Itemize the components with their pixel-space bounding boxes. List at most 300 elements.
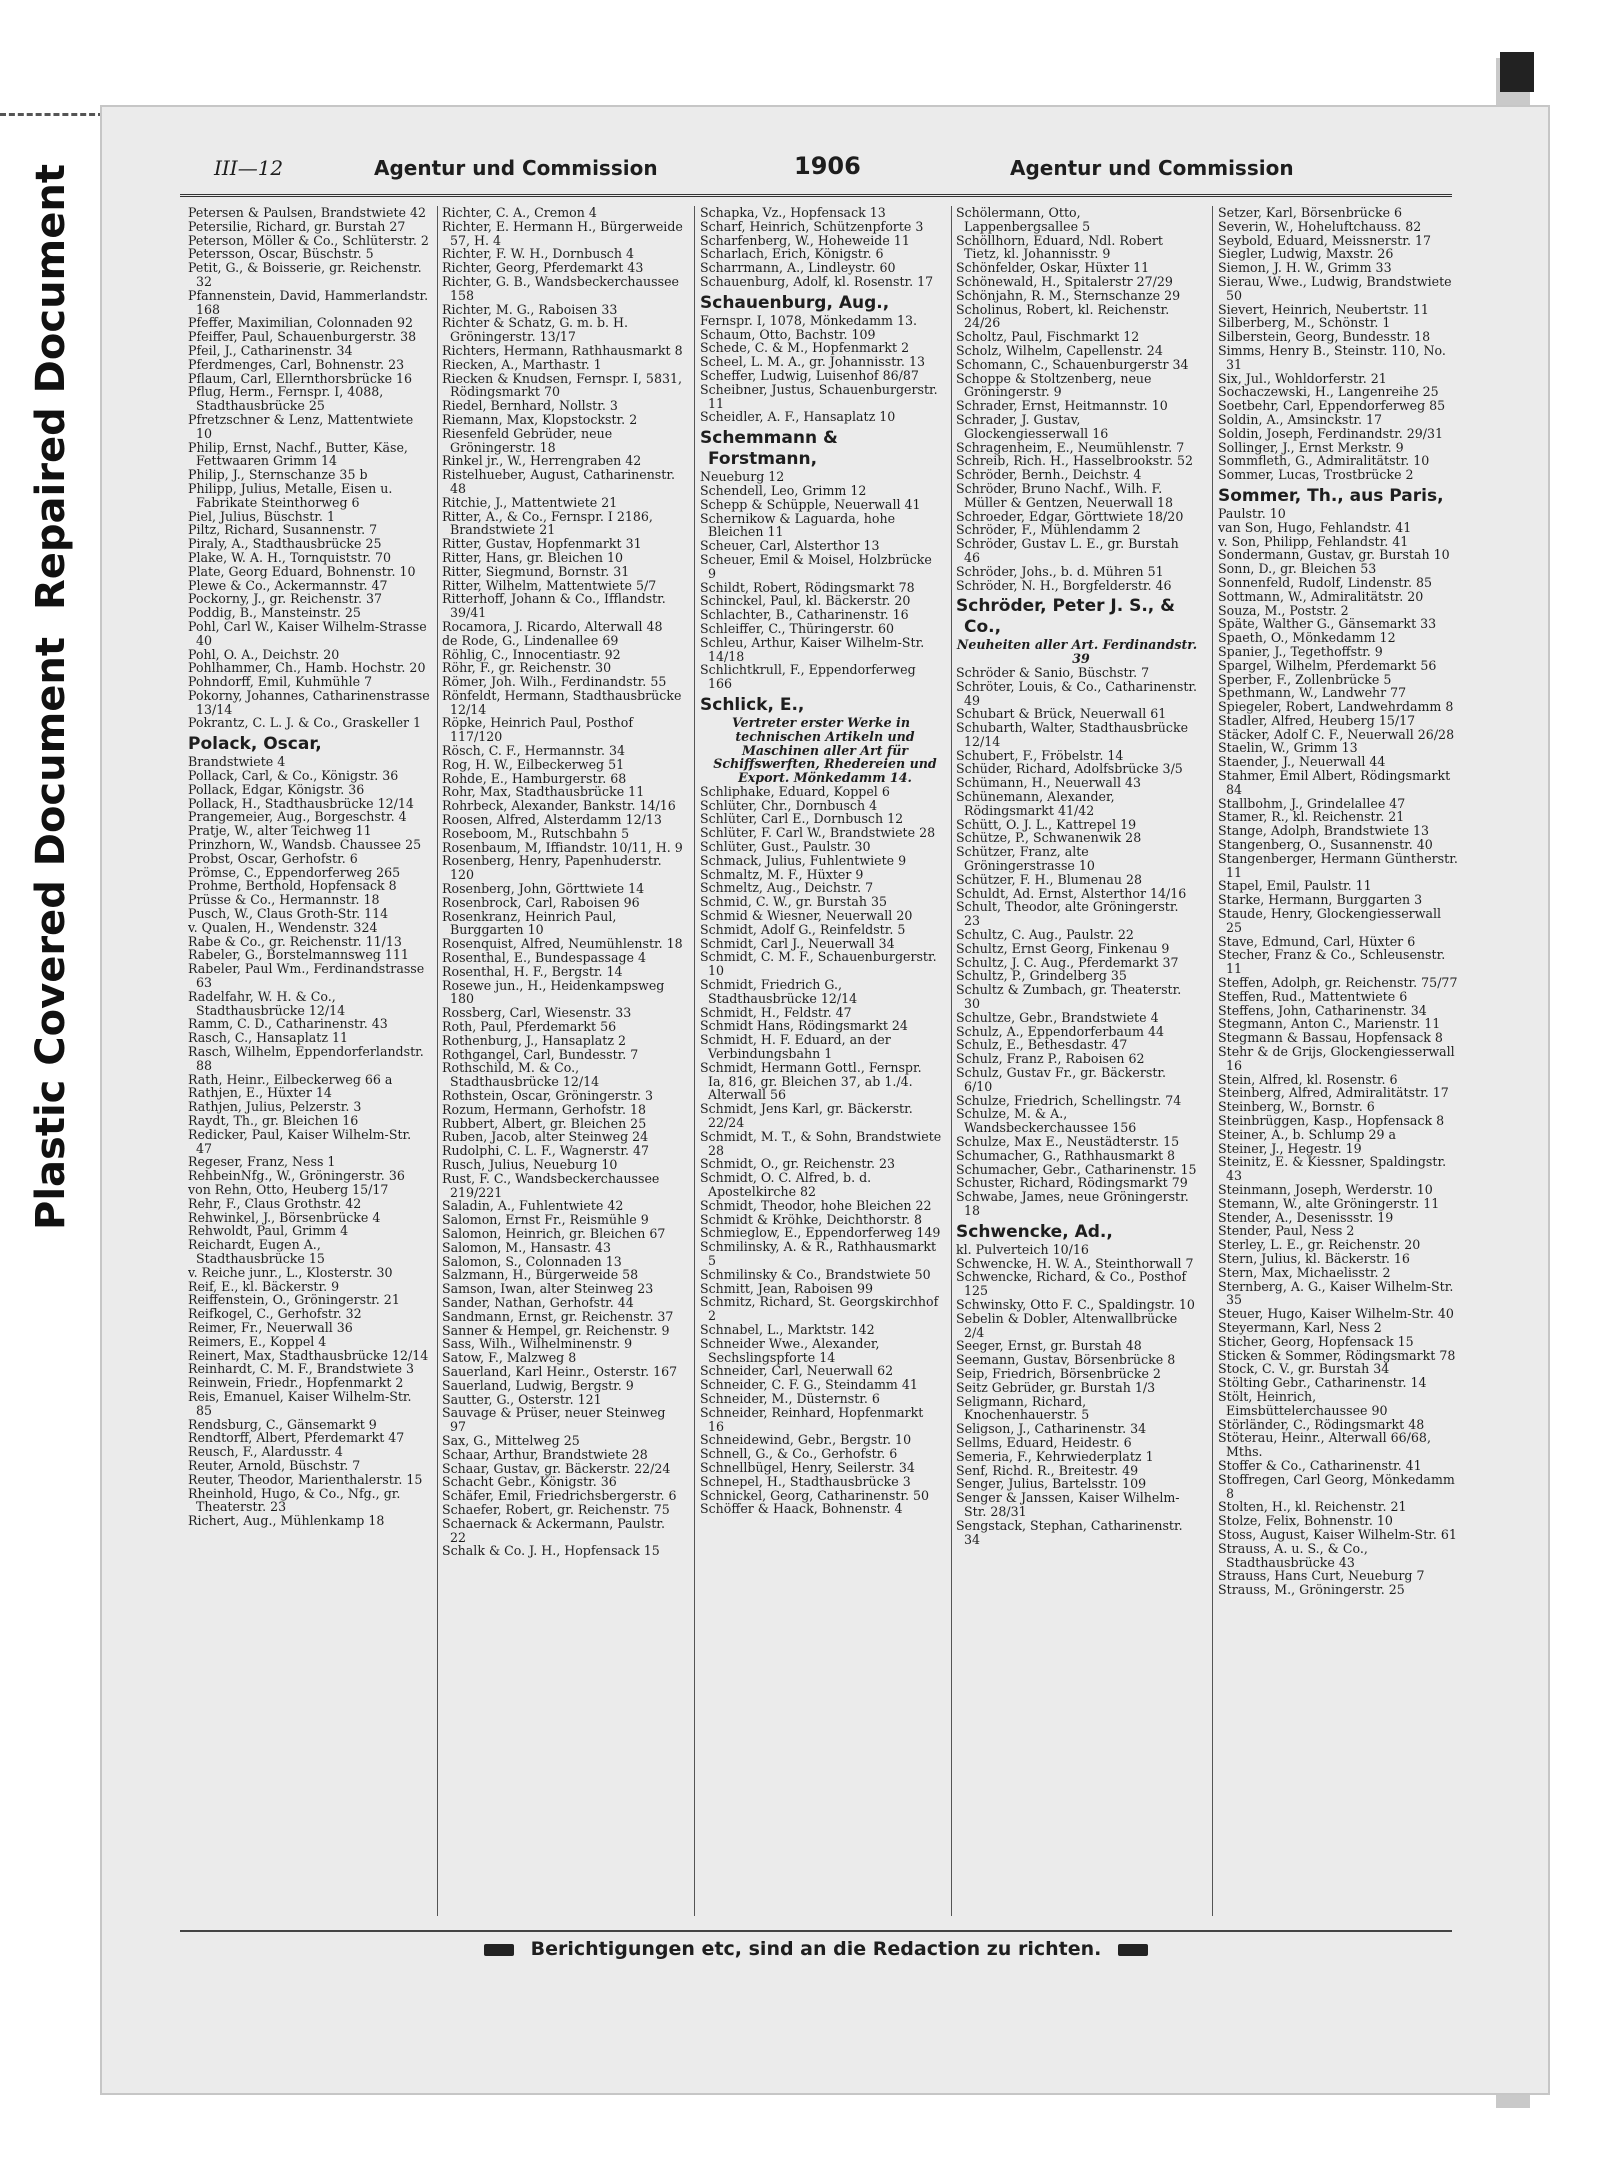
directory-entry: Plewe & Co., Ackermannstr. 47 [188,577,388,593]
directory-entry: Reis, Emanuel, Kaiser Wilhelm-Str. 85 [188,1388,412,1418]
directory-entry: Sierau, Wwe., Ludwig, Brandstwiete 50 [1218,273,1452,303]
directory-entry: Sellms, Eduard, Heidestr. 6 [956,1434,1132,1450]
directory-entry: Fernspr. I, 1078, Mönkedamm 13. [700,312,917,328]
directory-entry: Rocamora, J. Ricardo, Alterwall 48 [442,618,663,634]
firm-advertisement: Neuheiten aller Art. Ferdinandstr. 39 [956,637,1198,667]
directory-entry: Rabe & Co., gr. Reichenstr. 11/13 [188,933,402,949]
directory-entry: Schmilinsky, A. & R., Rathhausmarkt 5 [700,1239,937,1268]
directory-column-4 [956,206,1198,1916]
directory-entry: Rothschild, M. & Co., Stadthausbrücke 12/14 [442,1060,600,1090]
header-left-title: Agentur und Commission [374,156,658,180]
firm-heading: Schemmann & Forstmann, [700,428,838,470]
directory-entry: Pfretzschner & Lenz, Mattentwiete 10 [188,411,414,441]
directory-entry: Samson, Iwan, alter Steinweg 23 [442,1281,654,1297]
column-separator [1212,206,1213,1916]
directory-entry: Schulz, Gustav Fr., gr. Bäckerstr. 6/10 [956,1065,1167,1094]
directory-entry: Schmidt, Carl J., Neuerwall 34 [700,935,895,951]
directory-entry: Petersilie, Richard, gr. Burstah 27 [188,218,406,234]
directory-entry: Schröder & Sanio, Büschstr. 7 [956,664,1150,680]
directory-entry: Steinberg, W., Bornstr. 6 [1218,1099,1375,1115]
directory-entry: Schmidt & Kröhke, Deichthorstr. 8 [700,1211,923,1227]
directory-entry: Roosen, Alfred, Alsterdamm 12/13 [442,812,662,828]
directory-entry: Sievert, Heinrich, Neubertstr. 11 [1218,301,1429,317]
directory-entry: Rossberg, Carl, Wiesenstr. 33 [442,1005,632,1021]
directory-entry: Schinckel, Paul, kl. Bäckerstr. 20 [700,593,911,609]
directory-entry: Riecken & Knudsen, Fernspr. I, 5831, Rödingsmarkt 70 [442,370,682,400]
directory-entry: Schümann, H., Neuerwall 43 [956,775,1142,791]
directory-entry: Rosenberg, Henry, Papenhuderstr. 120 [442,853,662,883]
directory-entry: Rösch, C. F., Hermannstr. 34 [442,743,625,759]
directory-entry: Schmidt, M. T., & Sohn, Brandstwiete 28 [700,1128,942,1158]
directory-entry: Rohde, E., Hamburgerstr. 68 [442,770,627,786]
directory-entry: Schleiffer, C., Thüringerstr. 60 [700,620,895,636]
directory-entry: Stein, Alfred, kl. Rosenstr. 6 [1218,1071,1398,1087]
directory-entry: Schneidewind, Gebr., Bergstr. 10 [700,1432,912,1448]
directory-entry: Stender, Paul, Ness 2 [1218,1223,1355,1239]
directory-entry: Schützer, Franz, alte Gröningerstrasse 10 [956,844,1095,874]
directory-entry: Souza, M., Poststr. 2 [1218,602,1349,618]
directory-entry: Stapel, Emil, Paulstr. 11 [1218,878,1372,894]
directory-entry: Strauss, M., Gröningerstr. 25 [1218,1582,1405,1598]
directory-column-3 [700,206,942,1916]
directory-entry: Roseboom, M., Rutschbahn 5 [442,825,630,841]
directory-entry: Sondermann, Gustav, gr. Burstah 10 [1218,547,1450,563]
directory-entry: Stölt, Heinrich, Eimsbüttelerchaussee 90 [1218,1388,1388,1418]
directory-entry: Spaeth, O., Mönkedamm 12 [1218,630,1396,646]
directory-entry: Schüder, Richard, Adolfsbrücke 3/5 [956,761,1183,777]
directory-entry: Senger & Janssen, Kaiser Wilhelm-Str. 28/31 [956,1490,1180,1519]
directory-entry: Scheibner, Justus, Schauenburgerstr. 11 [700,381,938,411]
directory-entry: Schnellbügel, Henry, Seilerstr. 34 [700,1459,915,1475]
directory-entry: Prüsse & Co., Hermannstr. 18 [188,892,380,908]
directory-entry: Schütze, P., Schwanenwik 28 [956,830,1142,846]
directory-entry: Schmidt, Hermann Gottl., Fernspr. Ia, 816, gr. Bleichen 37, ab 1./4. Alterwall 56 [700,1059,922,1103]
directory-entry: Schmaltz, M. F., Hüxter 9 [700,866,864,882]
directory-entry: Schäfer, Emil, Friedrichsbergerstr. 6 [442,1488,677,1504]
directory-entry: Schmidt, Friedrich G., Stadthausbrücke 12/14 [700,977,858,1006]
directory-entry: Pokorny, Johannes, Catharinenstrasse 13/14 [188,687,430,717]
directory-entry: Salzmann, H., Bürgerweide 58 [442,1267,639,1283]
directory-entry: Reimers, E., Koppel 4 [188,1333,327,1349]
directory-entry: Schede, C. & M., Hopfenmarkt 2 [700,340,910,356]
directory-entry: Pfeil, J., Catharinenstr. 34 [188,342,353,358]
directory-entry: Schöffer & Haack, Bohnenstr. 4 [700,1501,903,1517]
directory-entry: Sommfleth, G., Admiralitätstr. 10 [1218,453,1430,469]
directory-entry: Soldin, Joseph, Ferdinandstr. 29/31 [1218,425,1444,441]
directory-entry: Sanner & Hempel, gr. Reichenstr. 9 [442,1322,670,1338]
directory-entry: Schützer, F. H., Blumenau 28 [956,871,1143,887]
directory-entry: Pratje, W., alter Teichweg 11 [188,823,372,839]
directory-entry: Richter, C. A., Cremon 4 [442,206,597,220]
directory-entry: van Son, Hugo, Fehlandstr. 41 [1218,519,1412,535]
directory-entry: Schmack, Julius, Fuhlentwiete 9 [700,852,907,868]
directory-entry: Pokrantz, C. L. J. & Co., Graskeller 1 [188,715,422,731]
document-stamp [0,130,98,1250]
directory-entry: Reinhardt, C. M. F., Brandstwiete 3 [188,1361,414,1377]
directory-entry: Reusch, F., Alardusstr. 4 [188,1444,343,1460]
directory-entry: Richter, F. W. H., Dornbusch 4 [442,246,634,262]
directory-entry: RehbeinNfg., W., Gröningerstr. 36 [188,1168,405,1184]
directory-entry: Schmidt, H. F. Eduard, an der Verbindungsbahn 1 [700,1032,891,1062]
directory-entry: Schultz, C. Aug., Paulstr. 22 [956,927,1134,943]
directory-entry: Schaum, Otto, Bachstr. 109 [700,326,876,342]
directory-entry: Sottmann, W., Admiralitätstr. 20 [1218,588,1424,604]
directory-entry: v. Son, Philipp, Fehlandstr. 41 [1218,533,1409,549]
directory-entry: Philipp, Julius, Metalle, Eisen u. Fabrikate Steinthorweg 6 [188,480,393,510]
directory-entry: Sommer, Lucas, Trostbrücke 2 [1218,467,1414,483]
directory-entry: Schendell, Leo, Grimm 12 [700,482,867,498]
directory-entry: Rohrbeck, Alexander, Bankstr. 14/16 [442,798,676,814]
directory-entry: Petersen & Paulsen, Brandstwiete 42 [188,206,427,220]
directory-entry: Salomon, M., Hansastr. 43 [442,1239,612,1255]
directory-entry: Pollack, Carl, & Co., Königstr. 36 [188,768,399,784]
directory-entry: Pohndorff, Emil, Kuhmühle 7 [188,674,373,690]
pointing-hand-right-icon [1118,1944,1148,1956]
directory-entry: Schultz, J. C. Aug., Pferdemarkt 37 [956,954,1179,970]
directory-entry: Stave, Edmund, Carl, Hüxter 6 [1218,933,1416,949]
directory-entry: Staelin, W., Grimm 13 [1218,740,1358,756]
directory-entry: Schrader, Ernst, Heitmannstr. 10 [956,398,1168,414]
directory-entry: Stoffregen, Carl Georg, Mönkedamm 8 [1218,1471,1455,1501]
directory-entry: Schaar, Arthur, Brandstwiete 28 [442,1446,648,1462]
directory-entry: Richter, M. G., Raboisen 33 [442,301,618,317]
column-separator [437,206,438,1916]
directory-entry: Piltz, Richard, Susannenstr. 7 [188,522,378,538]
directory-entry: Riecken, A., Marthastr. 1 [442,356,602,372]
directory-entry: Späte, Walther G., Gänsemarkt 33 [1218,616,1437,632]
directory-entry: Schmid & Wiesner, Neuerwall 20 [700,908,913,924]
directory-entry: Schrader, J. Gustav, Glockengiesserwall 16 [956,411,1109,441]
header-year: 1906 [794,152,861,180]
directory-entry: Scheidler, A. F., Hansaplatz 10 [700,409,896,425]
directory-column-2 [442,206,684,1916]
directory-entry: Sebelin & Dobler, Altenwallbrücke 2/4 [956,1310,1178,1340]
directory-entry: Schlüter, F. Carl W., Brandstwiete 28 [700,825,936,841]
directory-entry: Sticher, Georg, Hopfensack 15 [1218,1333,1414,1349]
directory-entry: Sperber, F., Zollenbrücke 5 [1218,671,1392,687]
directory-entry: Sax, G., Mittelweg 25 [442,1432,580,1448]
directory-entry: Störländer, C., Rödingsmarkt 48 [1218,1416,1425,1432]
directory-entry: Schubert, F., Fröbelstr. 14 [956,747,1124,763]
directory-entry: Steinberg, Alfred, Admiralitätstr. 17 [1218,1085,1449,1101]
directory-entry: Philip, J., Sternschanze 35 b [188,467,368,483]
directory-entry: Steffen, Rud., Mattentwiete 6 [1218,988,1408,1004]
directory-entry: Schoppe & Stoltzenberg, neue Gröningerstr. 9 [956,370,1152,400]
directory-entry: Schlüter, Carl E., Dornbusch 12 [700,811,904,827]
directory-entry: Schlichtkrull, F., Eppendorferweg 166 [700,662,916,692]
directory-entry: Steinitz, E. & Kiessner, Spaldingstr. 43 [1218,1154,1447,1184]
directory-entry: Petit, G., & Boisserie, gr. Reichenstr. 32 [188,260,422,289]
directory-entry: Sauvage & Prüser, neuer Steinweg 97 [442,1405,666,1435]
directory-entry: Schalk & Co. J. H., Hopfensack 15 [442,1543,660,1559]
directory-entry: Ritter, A., & Co., Fernspr. I 2186, Brandstwiete 21 [442,508,653,538]
directory-entry: Brandstwiete 4 [188,754,286,770]
directory-entry: Stadler, Alfred, Heuberg 15/17 [1218,712,1416,728]
directory-entry: Scheel, L. M. A., gr. Johannisstr. 13 [700,354,925,370]
directory-entry: Rosenthal, E., Bundespassage 4 [442,950,646,966]
directory-entry: Stern, Julius, kl. Bäckerstr. 16 [1218,1250,1410,1266]
directory-entry: Riesenfeld Gebrüder, neue Gröningerstr. 18 [442,425,613,455]
directory-column-1 [188,206,430,1916]
directory-entry: Rönfeldt, Hermann, Stadthausbrücke 12/14 [442,687,682,717]
directory-entry: Stamer, R., kl. Reichenstr. 21 [1218,809,1405,825]
directory-entry: Scholtz, Paul, Fischmarkt 12 [956,329,1140,345]
directory-entry: Reichardt, Eugen A., Stadthausbrücke 15 [188,1237,325,1266]
directory-entry: Spargel, Wilhelm, Pferdemarkt 56 [1218,657,1437,673]
directory-entry: Steinbrüggen, Kasp., Hopfensack 8 [1218,1113,1445,1128]
directory-entry: Schneider, Reinhard, Hopfenmarkt 16 [700,1404,924,1434]
directory-entry: Rothstein, Oscar, Gröningerstr. 3 [442,1088,653,1103]
directory-entry: Seitz Gebrüder, gr. Burstah 1/3 [956,1379,1156,1395]
directory-entry: Seeger, Ernst, gr. Burstah 48 [956,1338,1142,1354]
directory-entry: Schröder, Johs., b. d. Mühren 51 [956,563,1164,579]
directory-entry: Pohlhammer, Ch., Hamb. Hochstr. 20 [188,660,426,676]
directory-entry: Reuter, Arnold, Büschstr. 7 [188,1457,361,1473]
directory-entry: Rosewe jun., H., Heidenkampsweg 180 [442,977,665,1007]
directory-entry: Seemann, Gustav, Börsenbrücke 8 [956,1352,1176,1368]
directory-entry: Schwinsky, Otto F. C., Spaldingstr. 10 [956,1296,1195,1312]
directory-entry: Senger, Julius, Bartelsstr. 109 [956,1476,1147,1492]
directory-entry: Röhlig, C., Innocentiastr. 92 [442,646,621,662]
directory-entry: Riemann, Max, Klopstockstr. 2 [442,411,638,427]
directory-entry: Stock, C. V., gr. Burstah 34 [1218,1361,1390,1377]
directory-entry: Riedel, Bernhard, Nollstr. 3 [442,398,618,414]
directory-entry: Senf, Richd. R., Breitestr. 49 [956,1462,1139,1478]
directory-entry: Roth, Paul, Pferdemarkt 56 [442,1019,617,1035]
directory-entry: Sauerland, Karl Heinr., Osterstr. 167 [442,1363,678,1379]
directory-entry: Schmitz, Richard, St. Georgskirchhof 2 [700,1294,939,1324]
directory-entry: Steffens, John, Catharinenstr. 34 [1218,1002,1427,1018]
directory-entry: Rasch, Wilhelm, Eppendorferlandstr. 88 [188,1044,424,1073]
directory-entry: Ritter, Siegmund, Bornstr. 31 [442,563,630,579]
directory-entry: Schneider, Carl, Neuerwall 62 [700,1363,894,1379]
directory-entry: Schwencke, Richard, & Co., Posthof 125 [956,1269,1187,1299]
directory-entry: Reifkogel, C., Gerhofstr. 32 [188,1306,362,1322]
firm-heading: Polack, Oscar, [188,734,322,755]
directory-entry: Schmidt, H., Feldstr. 47 [700,1004,852,1020]
directory-entry: Salomon, Ernst Fr., Reismühle 9 [442,1212,649,1228]
directory-entry: Stegmann, Anton C., Marienstr. 11 [1218,1016,1441,1032]
directory-entry: Stöterau, Heinr., Alterwall 66/68, Mths. [1218,1430,1431,1460]
directory-entry: Rheinhold, Hugo, & Co., Nfg., gr. Theaterstr. 23 [188,1485,401,1515]
firm-advertisement: Vertreter erster Werke in technischen Artikeln und Maschinen aller Art für Schiffswerften, Rhedereien und Export. Mönkedamm 14. [713,714,937,786]
directory-entry: Stäcker, Adolf C. F., Neuerwall 26/28 [1218,726,1455,742]
directory-entry: Plate, Georg Eduard, Bohnenstr. 10 [188,563,416,579]
directory-entry: Rudolphi, C. L. F., Wagnerstr. 47 [442,1143,650,1159]
directory-entry: Schnell, G., & Co., Gerhofstr. 6 [700,1446,898,1462]
directory-entry: Schwencke, H. W. A., Steinthorwall 7 [956,1255,1194,1271]
directory-entry: Schnepel, H., Stadthausbrücke 3 [700,1473,911,1489]
directory-entry: von Rehn, Otto, Heuberg 15/17 [188,1181,389,1197]
directory-entry: Rasch, C., Hansaplatz 11 [188,1030,349,1046]
directory-entry: Spethmann, W., Landwehr 77 [1218,685,1407,701]
directory-entry: Rabeler, G., Borstelmannsweg 111 [188,947,409,963]
directory-entry: Piel, Julius, Büschstr. 1 [188,508,335,524]
directory-entry: Simms, Henry B., Steinstr. 110, No. 31 [1218,342,1446,372]
directory-entry: Stegmann & Bassau, Hopfensack 8 [1218,1030,1443,1046]
directory-entry: de Rode, G., Lindenallee 69 [442,632,619,648]
directory-entry: Schlüter, Chr., Dornbusch 4 [700,797,878,813]
directory-entry: Scholinus, Robert, kl. Reichenstr. 24/26 [956,301,1170,331]
directory-entry: Salomon, Heinrich, gr. Bleichen 67 [442,1225,666,1241]
directory-entry: Regeser, Franz, Ness 1 [188,1154,336,1170]
directory-entry: Richter, E. Hermann H., Bürgerweide 57, H. 4 [442,218,683,248]
directory-entry: Schumacher, Gebr., Catharinenstr. 15 [956,1161,1197,1177]
directory-entry: Rathjen, Julius, Pelzerstr. 3 [188,1099,362,1115]
directory-entry: Rusch, Julius, Neueburg 10 [442,1156,618,1172]
directory-entry: Philip, Ernst, Nachf., Butter, Käse, Fettwaaren Grimm 14 [188,439,408,469]
directory-entry: Reinwein, Friedr., Hopfenmarkt 2 [188,1375,404,1391]
directory-entry: Scharrmann, A., Lindleystr. 60 [700,260,896,276]
directory-entry: Rabeler, Paul Wm., Ferdinandstrasse 63 [188,961,425,991]
directory-entry: Röhr, F., gr. Reichenstr. 30 [442,660,612,676]
directory-entry: Steiner, A., b. Schlump 29 a [1218,1126,1397,1142]
directory-entry: Scholz, Wilhelm, Capellenstr. 24 [956,342,1163,358]
directory-entry: Probst, Oscar, Gerhofstr. 6 [188,850,358,866]
directory-entry: Ritterhoff, Johann & Co., Ifflandstr. 39/41 [442,591,666,621]
directory-entry: Seligson, J., Catharinenstr. 34 [956,1421,1147,1437]
directory-entry: Ramm, C. D., Catharinenstr. 43 [188,1016,388,1032]
directory-entry: Severin, W., Hoheluftchauss. 82 [1218,218,1422,234]
directory-entry: Richter & Schatz, G. m. b. H. Gröningerstr. 13/17 [442,315,629,345]
firm-heading: Schröder, Peter J. S., & Co., [956,596,1175,638]
directory-entry: Stölting Gebr., Catharinenstr. 14 [1218,1375,1427,1391]
directory-entry: Richter, G. B., Wandsbeckerchaussee 158 [442,273,679,303]
directory-entry: Plake, W. A. H., Tornquiststr. 70 [188,549,391,565]
directory-entry: Sander, Nathan, Gerhofstr. 44 [442,1294,634,1310]
directory-entry: Six, Jul., Wohldorferstr. 21 [1218,370,1387,386]
directory-entry: Schmeltz, Aug., Deichstr. 7 [700,880,874,896]
directory-entry: Schmidt Hans, Rödingsmarkt 24 [700,1018,908,1034]
stamp-rotator [0,130,98,1250]
directory-entry: Ritter, Hans, gr. Bleichen 10 [442,549,624,565]
directory-entry: Redicker, Paul, Kaiser Wilhelm-Str. 47 [188,1126,412,1156]
directory-entry: Schütt, O. J. L., Kattrepel 19 [956,816,1137,832]
directory-entry: Stern, Max, Michaelisstr. 2 [1218,1264,1391,1280]
directory-entry: Rehr, F., Claus Grothstr. 42 [188,1195,362,1211]
directory-entry: Richter, Georg, Pferdemarkt 43 [442,260,644,276]
directory-entry: Petersson, Oscar, Büschstr. 5 [188,246,374,262]
directory-entry: Schmidt, O., gr. Reichenstr. 23 [700,1156,896,1172]
directory-entry: Schönewald, H., Spitalerstr 27/29 [956,273,1173,289]
directory-entry: Reiffenstein, O., Gröningerstr. 21 [188,1292,400,1308]
directory-entry: Pfannenstein, David, Hammerlandstr. 168 [188,287,429,317]
directory-entry: Reif, E., kl. Bäckerstr. 9 [188,1278,340,1294]
directory-entry: Seip, Friedrich, Börsenbrücke 2 [956,1365,1161,1381]
directory-entry: Ritter, Wilhelm, Mattentwiete 5/7 [442,577,657,593]
directory-entry: Steffen, Adolph, gr. Reichenstr. 75/77 [1218,975,1458,991]
directory-entry: Schult, Theodor, alte Gröningerstr. 23 [956,899,1179,929]
directory-entry: Stangenberg, O., Susannenstr. 40 [1218,837,1433,853]
directory-entry: Reinert, Max, Stadthausbrücke 12/14 [188,1347,429,1363]
directory-entry: Piraly, A., Stadthausbrücke 25 [188,536,382,552]
directory-entry: Silberstein, Georg, Bundesstr. 18 [1218,329,1431,345]
directory-entry: Sterley, L. E., gr. Reichenstr. 20 [1218,1237,1421,1253]
directory-entry: Schünemann, Alexander, Rödingsmarkt 41/42 [956,789,1115,818]
directory-entry: Rust, F. C., Wandsbeckerchaussee 219/221 [442,1170,660,1200]
column-separator [694,206,695,1916]
directory-entry: Poddig, B., Mansteinstr. 25 [188,605,361,621]
directory-entry: Schernikow & Laguarda, hohe Bleichen 11 [700,510,896,540]
directory-entry: Rendtorff, Albert, Pferdemarkt 47 [188,1430,405,1446]
directory-entry: Schmitt, Jean, Raboisen 99 [700,1280,874,1296]
directory-entry: Richert, Aug., Mühlenkamp 18 [188,1513,385,1529]
directory-entry: Paulstr. 10 [1218,505,1286,521]
directory-entry: Sass, Wilh., Wilhelminenstr. 9 [442,1336,633,1352]
directory-entry: Ristelhueber, August, Catharinenstr. 48 [442,467,675,496]
directory-entry: Schulze, M. & A., Wandsbeckerchaussee 156 [956,1106,1137,1136]
directory-entry: Strauss, Hans Curt, Neueburg 7 [1218,1568,1425,1584]
directory-entry: Rinkel jr., W., Herrengraben 42 [442,453,642,469]
directory-entry: Steyermann, Karl, Ness 2 [1218,1319,1382,1335]
directory-entry: Pflaum, Carl, Ellernthorsbrücke 16 [188,370,413,386]
directory-entry: Scheffer, Ludwig, Luisenhof 86/87 [700,367,919,383]
directory-entry: Schneider, M., Düsternstr. 6 [700,1390,880,1406]
column-separator [951,206,952,1916]
directory-entry: Schröter, Louis, & Co., Catharinenstr. 49 [956,678,1198,708]
directory-entry: Stoss, August, Kaiser Wilhelm-Str. 61 [1218,1526,1457,1542]
directory-entry: Schacht Gebr., Königstr. 36 [442,1474,617,1490]
directory-entry: Schulz, E., Bethesdastr. 47 [956,1037,1128,1053]
directory-entry: Schaernack & Ackermann, Paulstr. 22 [442,1515,665,1545]
directory-entry: Rosenberg, John, Görttwiete 14 [442,881,645,897]
directory-entry: v. Reiche junr., L., Klosterstr. 30 [188,1264,393,1280]
directory-entry: Sticken & Sommer, Rödingsmarkt 78 [1218,1347,1456,1363]
directory-entry: Schmid, C. W., gr. Burstah 35 [700,894,888,910]
directory-entry: Schildt, Robert, Rödingsmarkt 78 [700,579,915,595]
directory-entry: Schulz, A., Eppendorferbaum 44 [956,1023,1165,1039]
directory-entry: Schaefer, Robert, gr. Reichenstr. 75 [442,1501,670,1517]
directory-entry: Rathjen, E., Hüxter 14 [188,1085,332,1101]
directory-entry: Sonn, D., gr. Bleichen 53 [1218,561,1377,577]
directory-entry: Pflug, Herm., Fernspr. I, 4088, Stadthausbrücke 25 [188,384,384,414]
directory-entry: Sollinger, J., Ernst Merkstr. 9 [1218,439,1404,455]
directory-entry: Pollack, H., Stadthausbrücke 12/14 [188,795,414,811]
firm-heading: Schauenburg, Aug., [700,292,890,313]
directory-entry: Prangemeier, Aug., Borgeschstr. 4 [188,809,407,825]
directory-entry: Schnickel, Georg, Catharinenstr. 50 [700,1487,930,1503]
directory-entry: Scheuer, Emil & Moisel, Holzbrücke 9 [700,551,932,581]
directory-entry: Schwabe, James, neue Gröningerstr. 18 [956,1189,1189,1218]
directory-entry: Stolze, Felix, Bohnenstr. 10 [1218,1513,1393,1529]
directory-entry: Sengstack, Stephan, Catharinenstr. 34 [956,1517,1183,1547]
directory-entry: Schönfelder, Oskar, Hüxter 11 [956,260,1150,276]
directory-entry: Schlüter, Gust., Paulstr. 30 [700,839,871,855]
directory-entry: Schleu, Arthur, Kaiser Wilhelm-Str. 14/18 [700,634,925,664]
directory-entry: Schröder, F., Mühlendamm 2 [956,522,1141,538]
directory-entry: Peterson, Möller & Co., Schlüterstr. 2 [188,232,429,248]
directory-entry: Sternberg, A. G., Kaiser Wilhelm-Str. 35 [1218,1278,1454,1308]
directory-entry: Sochaczewski, H., Langenreihe 25 [1218,384,1439,400]
directory-entry: Schulze, Friedrich, Schellingstr. 74 [956,1092,1182,1108]
directory-entry: Prömse, C., Eppendorferweg 265 [188,864,401,880]
directory-entry: Staender, J., Neuerwall 44 [1218,754,1386,770]
directory-entry: v. Qualen, H., Wendenstr. 324 [188,919,378,935]
directory-entry: Ruben, Jacob, alter Steinweg 24 [442,1129,649,1145]
directory-entry: Rehwinkel, J., Börsenbrücke 4 [188,1209,381,1225]
directory-entry: Pfeffer, Maximilian, Colonnaden 92 [188,315,414,331]
directory-entry: Scharlach, Erich, Königstr. 6 [700,246,884,262]
directory-entry: Stehr & de Grijs, Glockengiesserwall 16 [1218,1044,1455,1073]
directory-entry: Schmidt, Theodor, hohe Bleichen 22 [700,1197,932,1213]
firm-heading: Sommer, Th., aus Paris, [1218,485,1444,506]
directory-entry: Schepp & Schüpple, Neuerwall 41 [700,496,921,512]
directory-entry: Pohl, O. A., Deichstr. 20 [188,646,340,662]
directory-entry: Schultze, Gebr., Brandstwiete 4 [956,1009,1159,1025]
directory-entry: Schnabel, L., Marktstr. 142 [700,1321,875,1337]
directory-entry: Spanier, J., Tegethoffstr. 9 [1218,643,1383,659]
directory-entry: Schliphake, Eduard, Koppel 6 [700,783,890,799]
